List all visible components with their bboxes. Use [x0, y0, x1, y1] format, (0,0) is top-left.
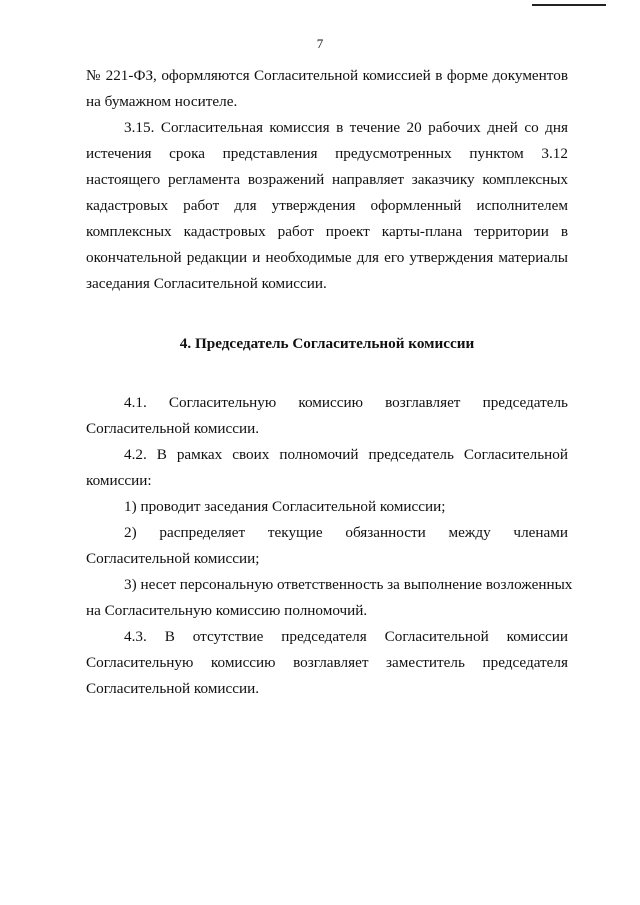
- text-line: истечения срока представления предусмотренных пунктом 3.12: [86, 145, 568, 162]
- text-line: комплексных кадастровых работ проект карты-плана территории в: [86, 223, 568, 240]
- section-heading-4: 4. Председатель Согласительной комиссии: [179, 335, 475, 352]
- text-line: окончательной редакции и необходимые для его утверждения материалы: [86, 249, 568, 266]
- text-line: 3.15. Согласительная комиссия в течение 20 рабочих дней со дня: [124, 119, 568, 136]
- document-body: [86, 63, 573, 702]
- text-line: на бумажном носителе.: [86, 93, 238, 110]
- paragraph-4-1: [86, 390, 568, 442]
- text-line: 4.3. В отсутствие председателя Согласительной комиссии: [124, 628, 568, 645]
- page-number: 7: [316, 36, 324, 51]
- list-item-3: [86, 572, 573, 624]
- text-line: 4.2. В рамках своих полномочий председатель Согласительной: [124, 446, 568, 463]
- top-border-mark: [532, 4, 606, 6]
- text-line: кадастровых работ для утверждения оформленный исполнителем: [86, 197, 568, 214]
- text-line: Согласительной комиссии.: [86, 680, 260, 697]
- text-line: настоящего регламента возражений направляет заказчику комплексных: [86, 171, 568, 188]
- text-line: 3) несет персональную ответственность за выполнение возложенных: [124, 576, 573, 593]
- text-line: Согласительной комиссии.: [86, 420, 260, 437]
- text-line: Согласительную комиссию возглавляет заместитель председателя: [86, 654, 568, 671]
- paragraph-221fz: [86, 63, 568, 115]
- text-line: Согласительной комиссии;: [86, 550, 260, 567]
- text-line: № 221-ФЗ, оформляются Согласительной комиссией в форме документов: [86, 67, 568, 84]
- paragraph-3-15: [86, 115, 568, 297]
- text-line: комиссии:: [86, 472, 152, 489]
- text-line: 2) распределяет текущие обязанности между членами: [124, 524, 568, 541]
- list-item-2: [86, 520, 568, 572]
- text-line: на Согласительную комиссию полномочий.: [86, 602, 368, 619]
- paragraph-4-2: [86, 442, 568, 494]
- list-item-1: [86, 494, 568, 520]
- text-line: 4.1. Согласительную комиссию возглавляет председатель: [124, 394, 568, 411]
- paragraph-4-3: [86, 624, 568, 702]
- text-line: заседания Согласительной комиссии.: [86, 275, 327, 292]
- text-line: 1) проводит заседания Согласительной комиссии;: [124, 498, 446, 515]
